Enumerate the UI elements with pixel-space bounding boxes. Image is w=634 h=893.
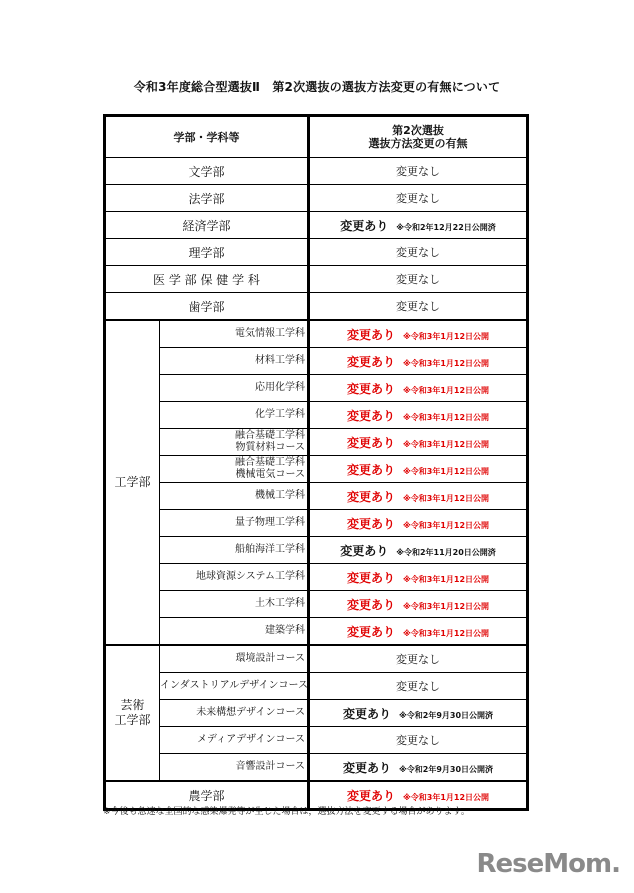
table-row bbox=[105, 293, 528, 321]
table-header-row bbox=[105, 116, 528, 158]
table-row bbox=[105, 429, 528, 456]
result-cell bbox=[309, 673, 528, 700]
table-row bbox=[105, 483, 528, 510]
result-cell bbox=[309, 618, 528, 646]
result-cell bbox=[309, 483, 528, 510]
status-text: 変更あり bbox=[346, 570, 395, 585]
publication-note: ※令和3年1月12日公開 bbox=[402, 792, 490, 802]
table-row bbox=[105, 402, 528, 429]
table-row bbox=[105, 591, 528, 618]
publication-note: ※令和2年9月30日公開済 bbox=[398, 710, 494, 720]
status-text: 変更なし bbox=[396, 192, 440, 205]
department-cell: 電気情報工学科 bbox=[160, 320, 309, 348]
status-text: 変更あり bbox=[346, 381, 395, 396]
publication-note: ※令和3年1月12日公開 bbox=[402, 466, 490, 476]
result-cell bbox=[309, 320, 528, 348]
status-text: 変更あり bbox=[346, 435, 395, 450]
publication-note: ※令和3年1月12日公開 bbox=[402, 493, 490, 503]
status-text: 変更あり bbox=[346, 354, 395, 369]
department-cell: 文学部 bbox=[105, 158, 309, 185]
status-text: 変更なし bbox=[396, 653, 440, 666]
status-text: 変更あり bbox=[340, 543, 389, 558]
department-cell: メディアデザインコース bbox=[160, 727, 309, 754]
status-text: 変更なし bbox=[396, 246, 440, 259]
department-cell: 地球資源システム工学科 bbox=[160, 564, 309, 591]
status-text: 変更あり bbox=[346, 788, 395, 803]
department-cell: 融合基礎工学科 物質材料コース bbox=[160, 429, 309, 456]
department-cell: 理学部 bbox=[105, 239, 309, 266]
result-cell bbox=[309, 537, 528, 564]
publication-note: ※令和2年11月20日公開済 bbox=[396, 547, 496, 557]
publication-note: ※令和2年12月22日公開済 bbox=[396, 222, 496, 232]
header-result: 第2次選抜 選抜方法変更の有無 bbox=[309, 116, 528, 158]
department-cell: 音響設計コース bbox=[160, 754, 309, 782]
table-row bbox=[105, 185, 528, 212]
table-row bbox=[105, 727, 528, 754]
department-cell: 法学部 bbox=[105, 185, 309, 212]
table-row bbox=[105, 375, 528, 402]
department-cell: 量子物理工学科 bbox=[160, 510, 309, 537]
publication-note: ※令和3年1月12日公開 bbox=[402, 601, 490, 611]
result-cell bbox=[309, 700, 528, 727]
result-cell bbox=[309, 402, 528, 429]
status-text: 変更あり bbox=[346, 597, 395, 612]
status-text: 変更あり bbox=[346, 489, 395, 504]
selection-change-table bbox=[103, 114, 529, 811]
result-cell bbox=[309, 375, 528, 402]
faculty-group-cell: 工学部 bbox=[105, 320, 160, 645]
table-row bbox=[105, 673, 528, 700]
publication-note: ※令和3年1月12日公開 bbox=[402, 439, 490, 449]
department-cell: 材料工学科 bbox=[160, 348, 309, 375]
publication-note: ※令和3年1月12日公開 bbox=[402, 628, 490, 638]
result-cell bbox=[309, 348, 528, 375]
resemom-logo: ReseMom. bbox=[476, 849, 620, 879]
publication-note: ※令和3年1月12日公開 bbox=[402, 358, 490, 368]
table-row bbox=[105, 618, 528, 646]
result-cell bbox=[309, 564, 528, 591]
department-cell: 機械工学科 bbox=[160, 483, 309, 510]
result-cell bbox=[309, 456, 528, 483]
department-cell: 農学部 bbox=[105, 781, 309, 810]
status-text: 変更あり bbox=[346, 516, 395, 531]
status-text: 変更あり bbox=[346, 408, 395, 423]
table-row bbox=[105, 645, 528, 673]
result-cell bbox=[309, 266, 528, 293]
status-text: 変更あり bbox=[346, 624, 395, 639]
status-text: 変更なし bbox=[396, 273, 440, 286]
department-cell: 歯学部 bbox=[105, 293, 309, 321]
result-cell bbox=[309, 293, 528, 321]
table-row bbox=[105, 700, 528, 727]
footnote: ※今後も急速な全国的な感染爆発等が生じた場合は，選抜方法を変更する場合があります。 bbox=[103, 807, 470, 817]
result-cell bbox=[309, 239, 528, 266]
status-text: 変更あり bbox=[346, 462, 395, 477]
publication-note: ※令和3年1月12日公開 bbox=[402, 412, 490, 422]
department-cell: 環境設計コース bbox=[160, 645, 309, 673]
table-row bbox=[105, 348, 528, 375]
status-text: 変更なし bbox=[396, 300, 440, 313]
status-text: 変更なし bbox=[396, 680, 440, 693]
table-row bbox=[105, 456, 528, 483]
status-text: 変更なし bbox=[396, 165, 440, 178]
result-cell bbox=[309, 158, 528, 185]
department-cell: 未来構想デザインコース bbox=[160, 700, 309, 727]
publication-note: ※令和3年1月12日公開 bbox=[402, 331, 490, 341]
result-cell bbox=[309, 645, 528, 673]
status-text: 変更あり bbox=[346, 327, 395, 342]
result-cell bbox=[309, 510, 528, 537]
publication-note: ※令和3年1月12日公開 bbox=[402, 385, 490, 395]
status-text: 変更あり bbox=[342, 760, 391, 775]
table-row bbox=[105, 158, 528, 185]
table-row bbox=[105, 320, 528, 348]
table-row bbox=[105, 510, 528, 537]
status-text: 変更あり bbox=[342, 706, 391, 721]
table-row bbox=[105, 212, 528, 239]
department-cell: 化学工学科 bbox=[160, 402, 309, 429]
faculty-group-cell: 芸術 工学部 bbox=[105, 645, 160, 781]
publication-note: ※令和3年1月12日公開 bbox=[402, 520, 490, 530]
department-cell: インダストリアルデザインコース bbox=[160, 673, 309, 700]
result-cell bbox=[309, 591, 528, 618]
publication-note: ※令和2年9月30日公開済 bbox=[398, 764, 494, 774]
department-cell: 建築学科 bbox=[160, 618, 309, 646]
header-dept: 学部・学科等 bbox=[105, 116, 309, 158]
department-cell: 船舶海洋工学科 bbox=[160, 537, 309, 564]
result-cell bbox=[309, 185, 528, 212]
status-text: 変更あり bbox=[340, 218, 389, 233]
table-row bbox=[105, 754, 528, 782]
result-cell bbox=[309, 754, 528, 782]
result-cell bbox=[309, 429, 528, 456]
department-cell: 土木工学科 bbox=[160, 591, 309, 618]
department-cell: 経済学部 bbox=[105, 212, 309, 239]
table-row bbox=[105, 564, 528, 591]
page-title: 令和3年度総合型選抜Ⅱ 第2次選抜の選抜方法変更の有無について bbox=[133, 80, 501, 94]
result-cell bbox=[309, 212, 528, 239]
table-row bbox=[105, 239, 528, 266]
status-text: 変更なし bbox=[396, 734, 440, 747]
table-row bbox=[105, 266, 528, 293]
department-cell: 医 学 部 保 健 学 科 bbox=[105, 266, 309, 293]
department-cell: 融合基礎工学科 機械電気コース bbox=[160, 456, 309, 483]
table-row bbox=[105, 537, 528, 564]
publication-note: ※令和3年1月12日公開 bbox=[402, 574, 490, 584]
department-cell: 応用化学科 bbox=[160, 375, 309, 402]
result-cell bbox=[309, 727, 528, 754]
